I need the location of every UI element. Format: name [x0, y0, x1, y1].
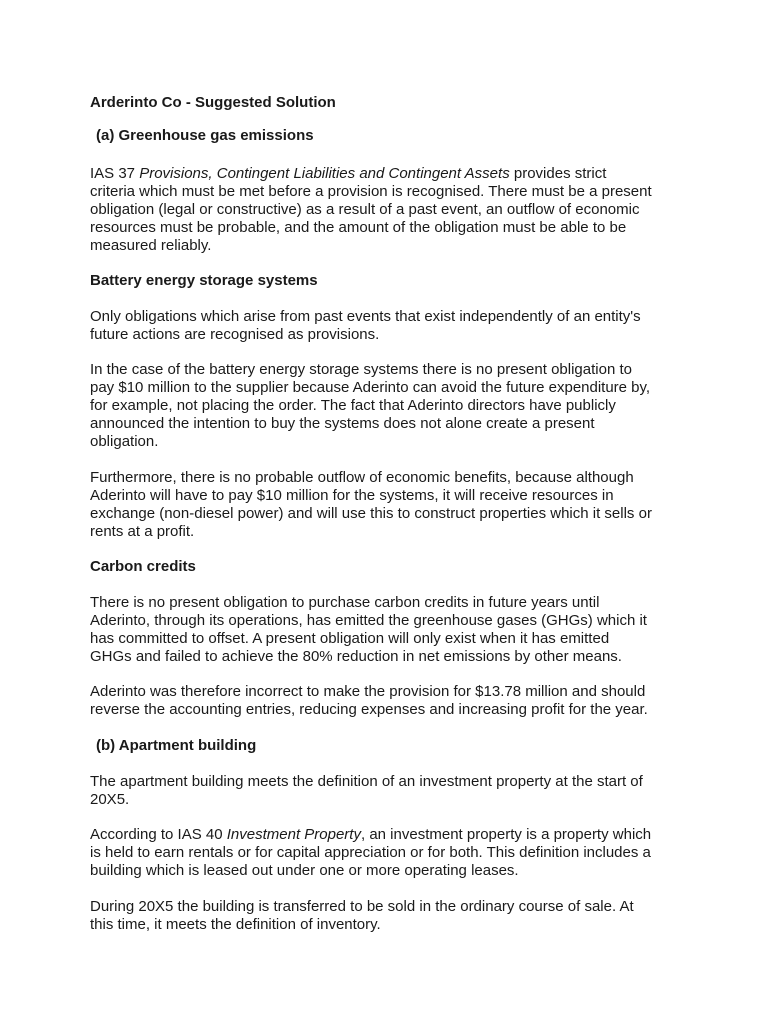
ias40-rest-text: , an investment property is a property which is held to earn rentals or for capital appreciation or for both. This definition includes a building which is leased out under one or more operating leases. — [90, 826, 652, 879]
intro-prefix-text: IAS 37 — [90, 165, 140, 182]
carbon-paragraph-1: There is no present obligation to purchase carbon credits in future years until Aderinto, through its operations, has emitted the greenhouse gases (GHGs) which it has committed to offset. A present obligation will only exist when it has emitted GHGs and failed to achieve the 80% reduction in net emissions by other means. — [90, 594, 647, 665]
intro-italic-title: Provisions, Contingent Liabilities and Contingent Assets — [139, 165, 510, 182]
carbon-heading: Carbon credits — [90, 558, 196, 575]
battery-paragraph-2: In the case of the battery energy storage systems there is no present obligation to pay $10 million to the supplier because Aderinto can avoid the future expenditure by, for example, not placing the order. The fact that Aderinto directors have publicly announced the intention to buy the systems does not alone create a present obligation. — [90, 361, 651, 450]
intro-rest-text: provides strict criteria which must be met before a provision is recognised. There must be a present obligation (legal or constructive) as a result of a past event, an outflow of economic resources must be probable, and the amount of the obligation must be able to be measured reliably. — [90, 165, 652, 254]
section-a-intro-paragraph — [90, 165, 670, 255]
apartment-paragraph-2 — [90, 826, 670, 880]
section-b-heading: (b) Apartment building — [96, 737, 257, 754]
apartment-paragraph-1: The apartment building meets the definition of an investment property at the start of 20X5. — [90, 773, 643, 808]
carbon-paragraph-2: Aderinto was therefore incorrect to make the provision for $13.78 million and should reverse the accounting entries, reducing expenses and increasing profit for the year. — [90, 683, 648, 718]
apartment-paragraph-3: During 20X5 the building is transferred to be sold in the ordinary course of sale. At this time, it meets the definition of inventory. — [90, 898, 634, 933]
battery-paragraph-3: Furthermore, there is no probable outflow of economic benefits, because although Aderinto will have to pay $10 million for the systems, it will receive resources in exchange (non-diesel power) and will use this to construct properties which it sells or rents at a profit. — [90, 469, 652, 540]
battery-heading: Battery energy storage systems — [90, 272, 318, 289]
document-title: Arderinto Co - Suggested Solution — [90, 94, 336, 111]
ias40-italic-title: Investment Property — [226, 826, 361, 843]
section-a-heading: (a) Greenhouse gas emissions — [96, 127, 314, 144]
ias40-prefix-text: According to IAS 40 — [90, 826, 227, 843]
battery-paragraph-1: Only obligations which arise from past events that exist independently of an entity's future actions are recognised as provisions. — [90, 308, 641, 343]
